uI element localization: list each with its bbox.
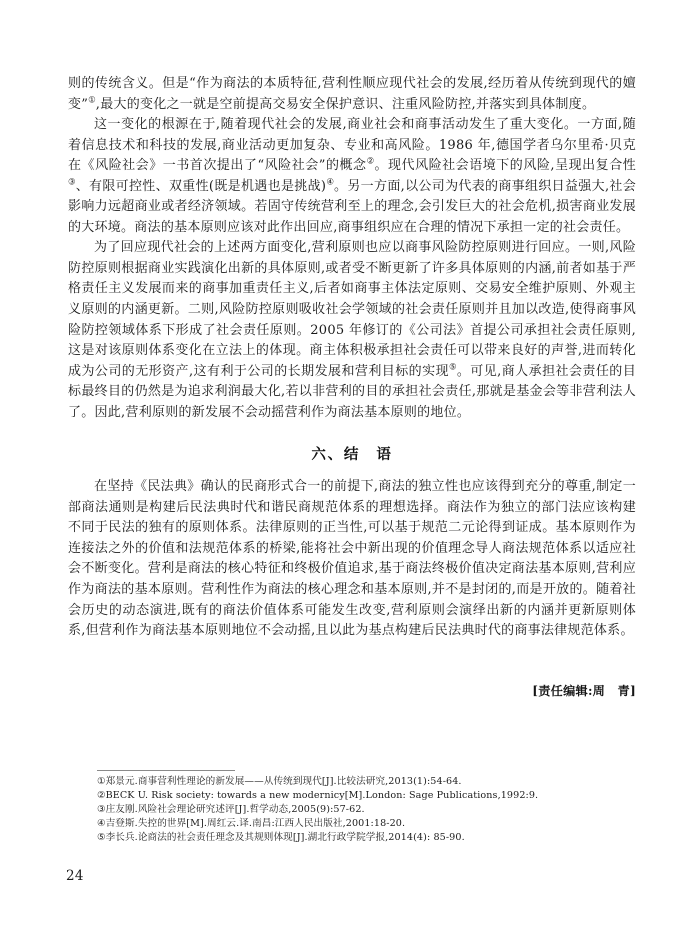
footnote-marker: ⑤ [97, 832, 106, 844]
footnote-text: 郑景元.商事营利性理论的新发展——从传统到现代[J].比较法研究,2013(1):54-64. [105, 776, 462, 787]
conclusion-paragraph: 在坚持《民法典》确认的民商形式合一的前提下,商法的独立性也应该得到充分的尊重,制定一部商法通则是构建后民法典时代和谐民商规范体系的理想选择。商法作为独立的部门法应该构建不同于民法的独有的原则体系。法律原则的正当性,可以基于规范二元论得到证成。基本原则作为连接法之外的价值和法规范体系的桥梁,能将社会中新出现的价值理念导人商法规范体系以适应社会不断变化。营利是商法的核心特征和终极价值追求,基于商法终极价值决定商法基本原则,营利应作为商法的基本原则。营利性作为商法的核心理念和基本原则,并不是封闭的,而是开放的。随着社会历史的动态演进,既有的商法价值体系可能发生改变,营利原则会演绎出新的内涵并更新原则体系,但营利作为商法基本原则地位不会动摇,且以此为基点构建后民法典时代的商事法律规范体系。 [68, 479, 636, 639]
section-heading: 六、结 语 [311, 446, 393, 464]
heading-spacer [68, 423, 636, 445]
footnote-marker: ③ [97, 804, 106, 816]
paragraph: 这一变化的根源在于,随着现代社会的发展,商业社会和商事活动发生了重大变化。一方面,随着信息技术和科技的发展,商业活动更加复杂、专业和高风险。1986 年,德国学者乌尔里希·贝克在《风险社会》一书首次提出了“风险社会”的概念②。现代风险社会语境下的风险,呈现出复合性③、有限可控性、双重性(既是机遇也是挑战)④。另一方面,以公司为代表的商事组织日益强大,社会影响力远超商业或者经济领域。若固守传统营利至上的理念,会引发巨大的社会危机,损害商业发展的大环境。商法的基本原则应该对此作出回应,商事组织应在合理的情况下承担一定的社会责任。 [68, 117, 636, 235]
footnote-reference[interactable]: ⑤ [449, 362, 457, 373]
footnote-item [68, 803, 636, 817]
footnote-marker: ② [97, 790, 106, 802]
footnote-item [68, 789, 636, 803]
footnote-text: BECK U. Risk society: towards a new modernicy[M].London: Sage Publications,1992:9. [105, 790, 539, 802]
paragraph: 为了回应现代社会的上述两方面变化,营利原则也应以商事风险防控原则进行回应。一则,风险防控原则根据商业实践演化出新的具体原则,或者受不断更新了许多具体原则的内涵,前者如基于严格责任主义发展而来的商事加重责任主义,后者如商事主体法定原则、交易安全维护原则、外观主义原则的内涵更新。二则,风险防控原则吸收社会学领域的社会责任原则并且加以改造,使得商事风险防控领域体系下形成了社会责任原则。2005 年修订的《公司法》首提公司承担社会责任原则,这是对该原则体系变化在立法上的体现。商主体积极承担社会责任可以带来良好的声誉,进而转化成为公司的无形资产,这有利于公司的长期发展和营利目标的实现⑤。可见,商人承担社会责任的目标最终目的仍然是为追求利润最大化,若以非营利的目的承担社会责任,那就是基金会等非营利法人了。因此,营利原则的新发展不会动摇营利作为商法基本原则的地位。 [68, 240, 636, 420]
footnote-item [68, 831, 636, 845]
body-text-column [68, 74, 636, 700]
credit-spacer [68, 642, 636, 682]
footnote-item [68, 817, 636, 831]
footnote-reference[interactable]: ③ [68, 177, 76, 188]
footnote-item [68, 775, 636, 789]
paragraph: 则的传统含义。但是“作为商法的本质特征,营利性顺应现代社会的发展,经历着从传统到现代的嬗变”①,最大的变化之一就是空前提高交易安全保护意识、注重风险防控,并落实到具体制度。 [68, 76, 636, 112]
heading-spacer [68, 465, 636, 477]
page-number: 24 [66, 868, 84, 884]
footnote-separator-rule [97, 770, 235, 771]
editor-credit: [责任编辑:周 青] [532, 683, 636, 698]
footnote-reference[interactable]: ② [366, 156, 375, 167]
footnote-reference[interactable]: ① [88, 95, 96, 106]
footnote-list [68, 775, 636, 845]
footnote-text: 庄友刚.风险社会理论研究述评[J].哲学动态,2005(9):57-62. [105, 804, 365, 816]
footnote-marker: ④ [97, 818, 106, 830]
footnote-text: 吉登斯.失控的世界[M].周红云.译.南昌:江西人民出版社,2001:18-20. [105, 818, 406, 830]
footnote-reference[interactable]: ④ [326, 177, 335, 188]
footnote-text: 李长兵.论商法的社会责任理念及其规则体现[J].湖北行政学院学报,2014(4): 85-90. [105, 832, 465, 844]
footnote-marker: ① [97, 776, 106, 787]
footnotes-block [68, 770, 636, 845]
